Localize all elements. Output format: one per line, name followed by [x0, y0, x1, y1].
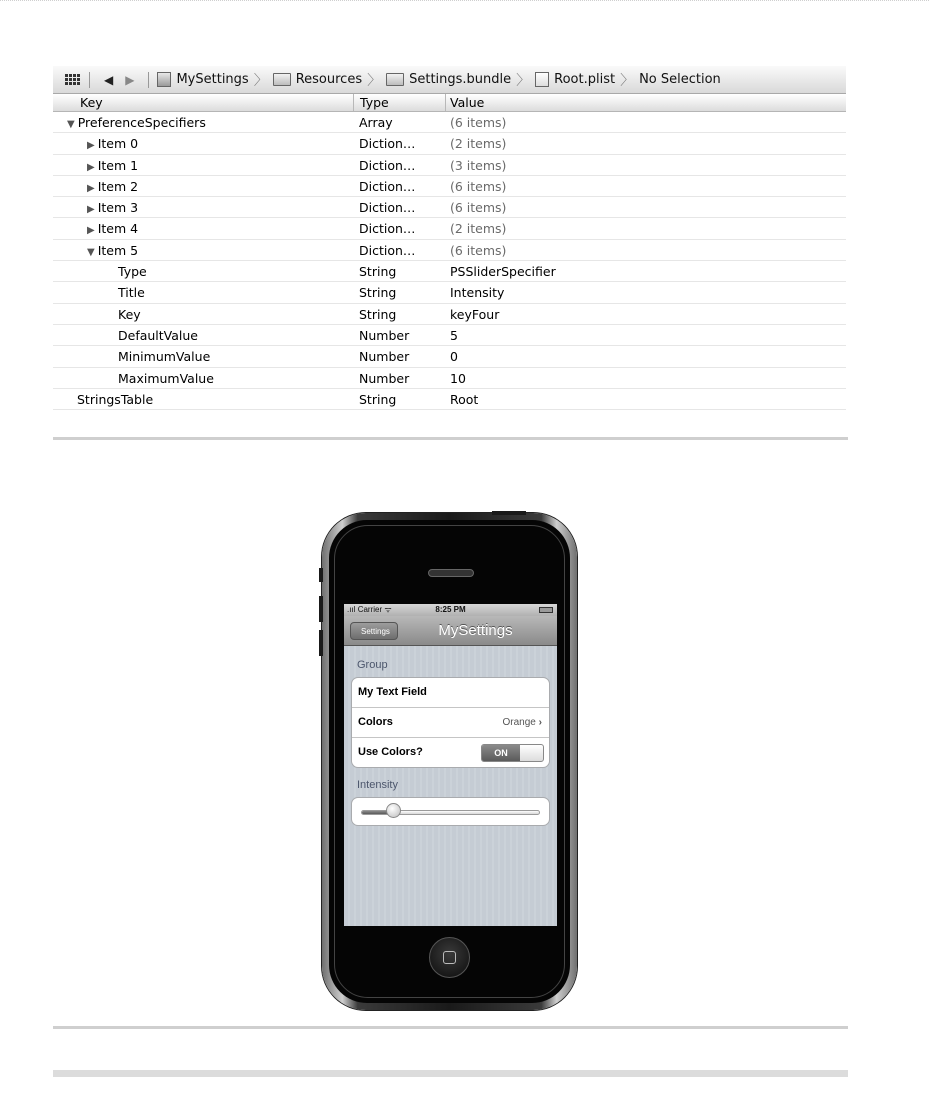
folder-icon [386, 73, 404, 86]
table-row[interactable] [53, 282, 846, 303]
row-type: String [359, 285, 397, 301]
project-icon [157, 72, 171, 87]
row-type: String [359, 306, 397, 322]
row-type: Diction… [359, 136, 416, 152]
text-field-label: My Text Field [358, 686, 427, 698]
crumb-chevron-icon: 〉 [367, 72, 382, 89]
table-row[interactable] [53, 155, 846, 176]
jump-bar-separator [89, 72, 90, 88]
row-type: String [359, 391, 397, 407]
colors-label: Colors [358, 716, 393, 728]
crumb-root-plist[interactable]: Root.plist [554, 72, 616, 87]
status-bar [344, 604, 557, 616]
row-value: 0 [450, 349, 458, 365]
row-value: Root [450, 391, 479, 407]
row-key: StringsTable [77, 391, 154, 407]
row-key: MinimumValue [118, 349, 211, 365]
disclosure-closed-icon[interactable]: ▶ [87, 140, 95, 152]
section-divider [53, 1026, 848, 1029]
intensity-header: Intensity [357, 779, 398, 791]
crumb-chevron-icon: 〉 [253, 72, 268, 89]
slider-thumb[interactable] [386, 803, 401, 818]
row-key: Item 1 [97, 157, 139, 173]
mute-switch [319, 568, 323, 582]
row-key: Key [118, 306, 141, 322]
crumb-chevron-icon: 〉 [516, 72, 531, 89]
row-value: 10 [450, 370, 466, 386]
disclosure-closed-icon[interactable]: ▶ [87, 161, 95, 173]
row-key: Item 0 [97, 136, 139, 152]
table-row[interactable] [53, 389, 846, 410]
row-value: 5 [450, 327, 458, 343]
column-header [53, 94, 846, 112]
settings-group [351, 677, 550, 768]
speaker-icon [428, 569, 474, 577]
table-row[interactable] [53, 197, 846, 218]
colors-value: Orange › [502, 717, 542, 728]
back-arrow-icon[interactable]: ◀ [104, 72, 114, 87]
navigation-bar [344, 616, 557, 646]
plist-rows [53, 112, 846, 410]
phone-screen [344, 604, 557, 926]
sleep-button [492, 511, 526, 515]
row-type: Array [359, 115, 393, 130]
table-row[interactable] [53, 325, 846, 346]
wifi-icon: ᯤ [384, 605, 392, 614]
row-key: Type [118, 264, 147, 280]
row-value: (6 items) [450, 200, 507, 216]
related-items-icon[interactable] [65, 74, 81, 86]
volume-down-button [319, 630, 323, 656]
crumb-settings-bundle[interactable]: Settings.bundle [409, 72, 512, 87]
nav-title: MySettings [438, 622, 513, 639]
slider-group [351, 797, 550, 826]
row-value: (3 items) [450, 157, 507, 173]
top-dotted-border [0, 0, 929, 3]
table-row[interactable] [53, 218, 846, 239]
table-row[interactable] [53, 368, 846, 389]
row-value: Intensity [450, 285, 505, 301]
row-value: (6 items) [450, 115, 507, 130]
row-key: Item 3 [97, 200, 139, 216]
row-value: keyFour [450, 306, 500, 322]
table-row[interactable] [53, 176, 846, 197]
crumb-project[interactable]: MySettings [176, 72, 249, 87]
intensity-slider-cell [352, 798, 549, 825]
jump-bar-separator [148, 72, 149, 88]
disclosure-open-icon[interactable]: ▼ [87, 246, 95, 258]
row-key: DefaultValue [118, 327, 198, 343]
disclosure-chevron-icon: › [538, 717, 542, 728]
row-key: Item 2 [97, 178, 139, 194]
row-key: Item 4 [97, 221, 139, 237]
row-type: Diction… [359, 221, 416, 237]
use-colors-switch[interactable] [481, 744, 544, 762]
use-colors-cell [352, 738, 549, 767]
forward-arrow-icon[interactable]: ▶ [125, 72, 135, 87]
disclosure-open-icon[interactable]: ▼ [67, 119, 75, 130]
volume-up-button [319, 596, 323, 622]
carrier-label: .ııl Carrier ᯤ [347, 605, 392, 614]
use-colors-label: Use Colors? [358, 746, 423, 758]
clock: 8:25 PM [435, 605, 466, 614]
row-type: Diction… [359, 178, 416, 194]
text-field-cell[interactable] [352, 678, 549, 708]
row-value: (2 items) [450, 221, 507, 237]
crumb-no-selection[interactable]: No Selection [639, 72, 721, 87]
jump-bar [53, 66, 846, 94]
table-row[interactable] [53, 346, 846, 367]
row-key: PreferenceSpecifiers [77, 115, 206, 130]
crumb-resources[interactable]: Resources [295, 72, 363, 87]
page-bottom-bar [53, 1070, 848, 1077]
row-type: String [359, 264, 397, 280]
home-button[interactable] [429, 937, 470, 978]
plist-editor [53, 66, 846, 419]
row-value: (6 items) [450, 178, 507, 194]
row-type: Number [359, 327, 410, 343]
column-divider[interactable] [353, 94, 354, 111]
row-type: Diction… [359, 157, 416, 173]
table-row[interactable] [53, 304, 846, 325]
row-type: Number [359, 349, 410, 365]
table-row[interactable] [53, 112, 846, 133]
row-type: Diction… [359, 200, 416, 216]
colors-cell[interactable] [352, 708, 549, 738]
file-icon [535, 72, 549, 87]
row-type: Diction… [359, 242, 416, 258]
row-key: MaximumValue [118, 370, 214, 386]
table-row[interactable] [53, 261, 846, 282]
row-key: Title [118, 285, 145, 301]
crumb-chevron-icon: 〉 [620, 72, 635, 89]
row-value: (2 items) [450, 136, 507, 152]
column-divider[interactable] [445, 94, 446, 111]
signal-icon: .ııl [347, 605, 356, 614]
switch-on-label: ON [482, 745, 520, 761]
row-value: PSSliderSpecifier [450, 264, 556, 280]
column-value[interactable]: Value [450, 95, 485, 110]
battery-icon [539, 607, 553, 613]
column-type[interactable]: Type [360, 95, 389, 110]
group-header: Group [357, 659, 388, 671]
disclosure-closed-icon[interactable]: ▶ [87, 204, 95, 216]
row-type: Number [359, 370, 410, 386]
disclosure-closed-icon[interactable]: ▶ [87, 182, 95, 194]
row-key: Item 5 [97, 242, 139, 258]
settings-back-button[interactable]: Settings [350, 622, 398, 640]
column-key[interactable]: Key [80, 95, 103, 110]
section-divider [53, 437, 848, 440]
table-row[interactable] [53, 240, 846, 261]
home-square-icon [443, 951, 456, 964]
row-value: (6 items) [450, 242, 507, 258]
folder-icon [273, 73, 291, 86]
disclosure-closed-icon[interactable]: ▶ [87, 225, 95, 237]
table-row[interactable] [53, 133, 846, 154]
